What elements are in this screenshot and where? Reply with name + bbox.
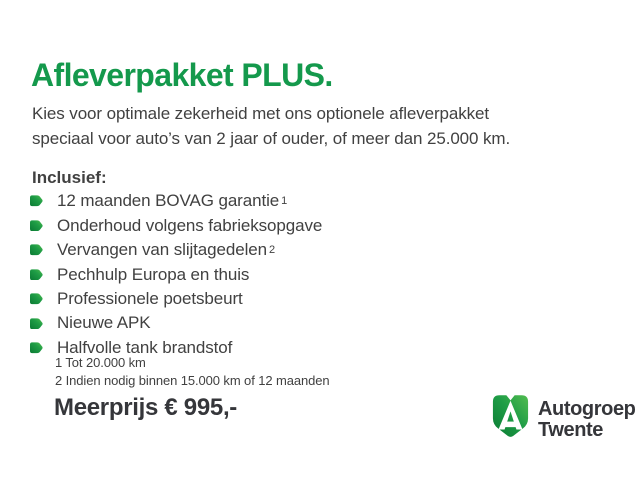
shield-bullet-icon	[30, 318, 43, 330]
footnote-1: 1 Tot 20.000 km	[55, 355, 146, 370]
shield-bullet-icon	[30, 293, 43, 305]
intro-line-2: speciaal voor auto’s van 2 jaar of ouder, of meer dan 25.000 km.	[32, 129, 511, 148]
shield-bullet-icon	[30, 220, 43, 232]
intro-text	[32, 101, 510, 151]
list-item	[30, 287, 324, 311]
list-item	[30, 213, 324, 237]
shield-a-icon	[492, 392, 529, 441]
list-item: Vervangen van slijtagedelen 2	[30, 238, 324, 262]
shield-bullet-icon	[30, 195, 43, 207]
shield-bullet-icon	[30, 342, 43, 354]
list-item	[30, 311, 324, 335]
list-item-label: Professionele poetsbeurt	[57, 288, 243, 308]
logo-line-2: Twente	[538, 419, 604, 441]
footnote-2: 2 Indien nodig binnen 15.000 km of 12 maanden	[55, 372, 330, 388]
price-label: Meerprijs € 995,-	[54, 394, 237, 421]
inclusief-heading: Inclusief:	[32, 168, 107, 187]
logo-wordmark	[538, 399, 636, 441]
page-title: Afleverpakket PLUS.	[31, 57, 333, 93]
shield-bullet-icon	[30, 244, 43, 256]
list-item: 12 maanden BOVAG garantie 1	[30, 189, 324, 213]
shield-bullet-icon	[30, 269, 43, 281]
list-item-label: Onderhoud volgens fabrieksopgave	[57, 215, 323, 235]
list-item-label: Pechhulp Europa en thuis	[57, 264, 250, 284]
company-logo	[492, 392, 636, 441]
list-item-label: Halfvolle tank brandstof	[57, 337, 233, 357]
list-item-label: 12 maanden BOVAG garantie	[57, 191, 280, 211]
list-item	[30, 262, 324, 286]
list-item-label: Nieuwe APK	[57, 313, 151, 333]
list-item-label: Vervangen van slijtagedelen	[57, 240, 267, 260]
intro-line-1: Kies voor optimale zekerheid met ons optionele afleverpakket	[32, 104, 490, 123]
footnotes	[55, 354, 330, 389]
logo-line-1: Autogroep	[538, 398, 636, 420]
inclusief-list	[30, 189, 324, 360]
